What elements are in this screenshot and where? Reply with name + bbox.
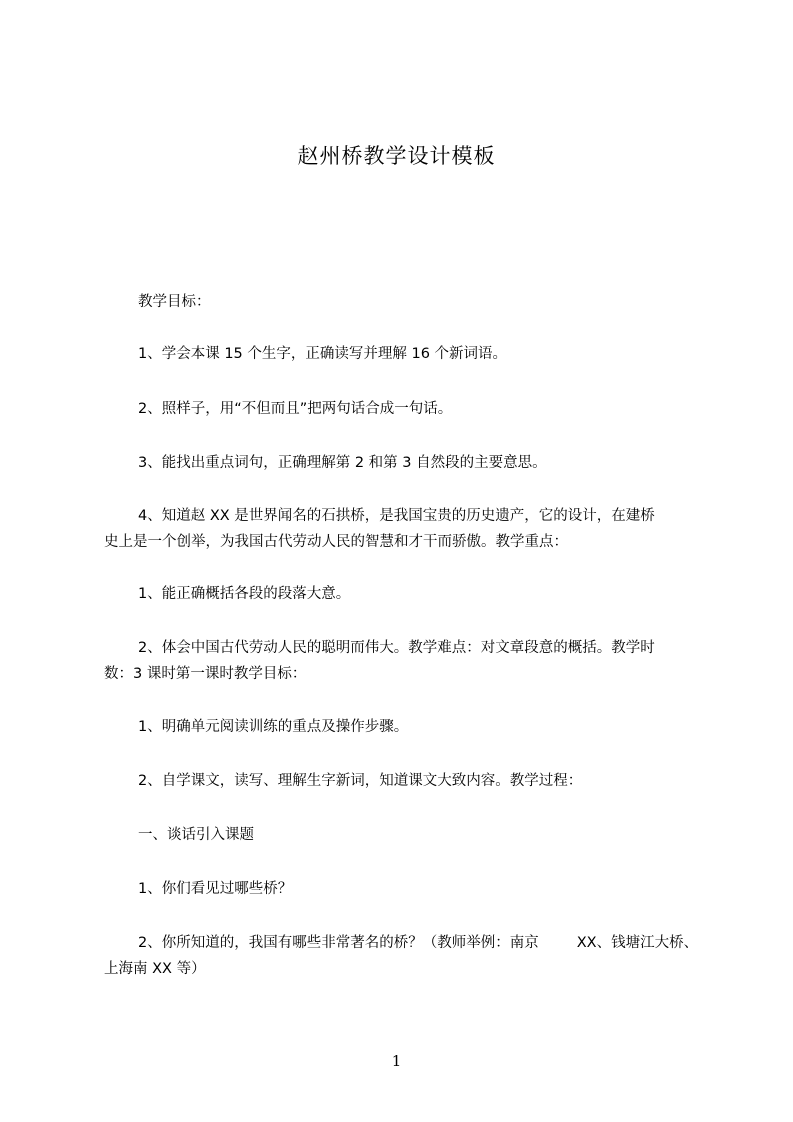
section-heading-intro: 一、谈话引入课题 (138, 827, 254, 843)
paragraph-teaching-goals-heading: 教学目标： (138, 294, 211, 310)
document-title: 赵州桥教学设计模板 (297, 144, 496, 168)
paragraph-goal-1: 1、学会本课 15 个生字，正确读写并理解 16 个新词语。 (138, 346, 508, 362)
paragraph-key-point-1: 1、能正确概括各段的段落大意。 (138, 586, 351, 602)
paragraph-question-2-line-2: 上海南 XX 等） (104, 961, 206, 977)
paragraph-goal-4-line-1: 4、知道赵 XX 是世界闻名的石拱桥，是我国宝贵的历史遗产，它的设计，在建桥 (138, 508, 655, 524)
paragraph-key-point-2 (104, 635, 655, 687)
paragraph-goal-4-line-2: 史上是一个创举，为我国古代劳动人民的智慧和才干而骄傲。教学重点： (104, 534, 568, 550)
paragraph-lesson1-goal-2: 2、自学课文，读写、理解生字新词，知道课文大致内容。教学过程： (138, 773, 583, 789)
paragraph-question-2 (104, 930, 698, 982)
paragraph-key-point-2-line-1: 2、体会中国古代劳动人民的聪明而伟大。教学难点：对文章段意的概括。教学时 (138, 640, 655, 656)
paragraph-goal-3: 3、能找出重点词句，正确理解第 2 和第 3 自然段的主要意思。 (138, 455, 547, 471)
paragraph-question-2-line-1-part-b: XX、钱塘江大桥、 (576, 935, 699, 951)
paragraph-goal-2: 2、照样子，用“不但而且”把两句话合成一句话。 (138, 401, 453, 417)
paragraph-key-point-2-line-2: 数：3 课时第一课时教学目标： (104, 666, 307, 682)
page-number: 1 (391, 1052, 402, 1070)
paragraph-question-2-line-1-part-a: 2、你所知道的，我国有哪些非常著名的桥？（教师举例：南京 (138, 935, 539, 951)
paragraph-lesson1-goal-1: 1、明确单元阅读训练的重点及操作步骤。 (138, 719, 409, 735)
paragraph-goal-4 (104, 503, 655, 555)
paragraph-question-2-line-1 (104, 930, 698, 956)
paragraph-question-1: 1、你们看见过哪些桥？ (138, 881, 293, 897)
